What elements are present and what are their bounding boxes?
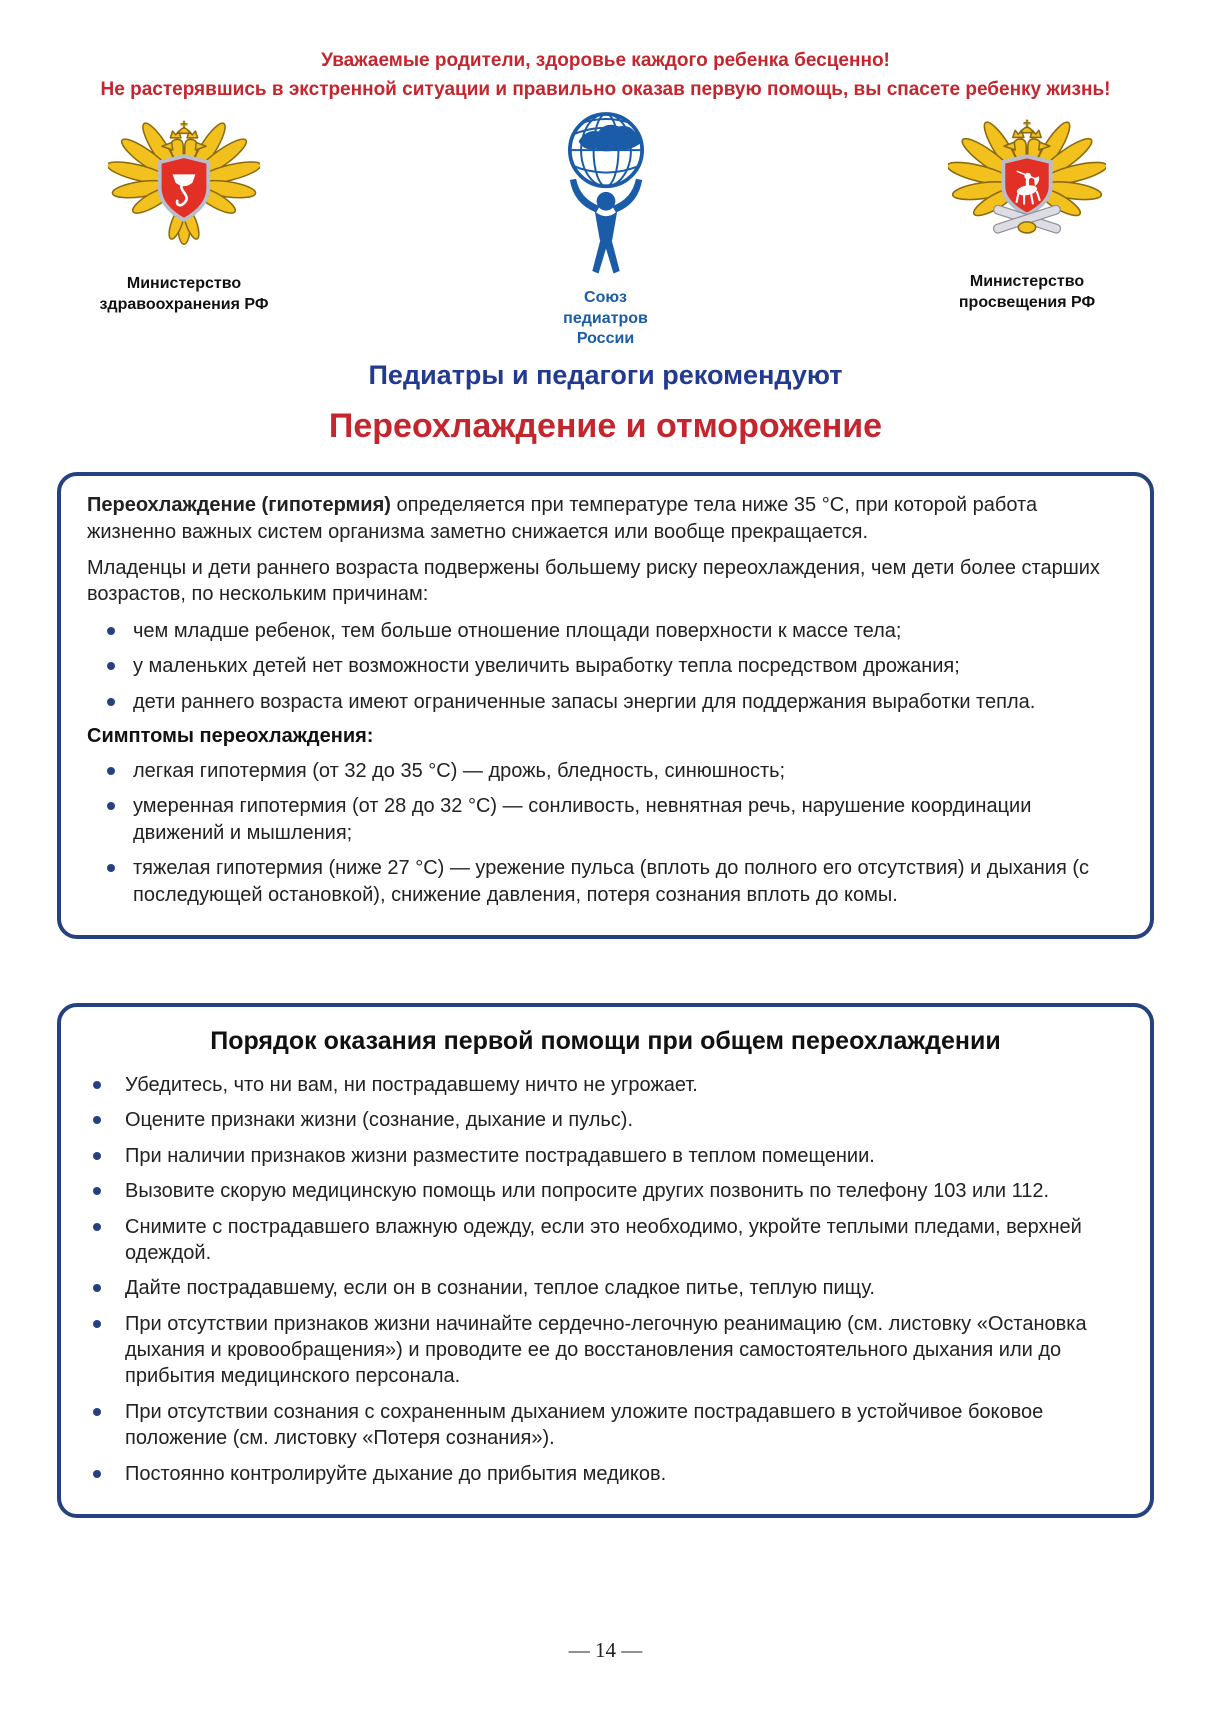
list-item-text: Снимите с пострадавшего влажную одежду, если это необходимо, укройте теплыми пледами, верхней одеждой. [125,1215,1082,1264]
definition-text: определяется при температуре тела ниже 35 °С, при которой работа жизненно важных систем организма заметно снижается или вообще прекращается. [87,494,1038,543]
list-item-text: у маленьких детей нет возможности увеличить выработку тепла посредством дрожания; [133,655,960,678]
list-item-text: Постоянно контролируйте дыхание до прибытия медиков. [125,1462,667,1485]
list-item-text: Оцените признаки жизни (сознание, дыхание и пульс). [125,1109,634,1132]
pediatric-union-label: Союз педиатров России [563,288,648,348]
list-item-text: При отсутствии признаков жизни начинайте сердечно-легочную реанимацию (см. листовку «Остановка дыхания и кровообращения») и проводите ее до восстановления самостоятельного дыхания или до прибытия медицинского персонала. [125,1312,1087,1388]
header-warning-line1: Уважаемые родители, здоровье каждого ребенка бесценно! [321,50,890,71]
list-item [87,689,1124,715]
pediatric-union-logo-icon [531,109,681,286]
first-aid-box-title: Порядок оказания первой помощи при общем переохлаждении [210,1026,1001,1055]
list-item [87,653,1124,679]
header-warning [0,0,1211,105]
page-number: — 14 — [568,1638,643,1662]
list-item [87,1214,1124,1267]
hypothermia-definition-box [57,472,1154,939]
list-item-text: При отсутствии сознания с сохраненным дыханием уложите пострадавшего в устойчивое боковое положение (см. листовку «Потеря сознания»). [125,1400,1044,1450]
education-ministry-emblem-icon [948,109,1106,264]
logos-row [0,105,1211,350]
list-item [87,1399,1124,1452]
education-ministry-label: Министерство просвещения РФ [958,272,1096,311]
list-item-text: Дайте пострадавшему, если он в сознании, теплое сладкое питье, теплую пищу. [125,1277,875,1300]
first-aid-steps-list [87,1072,1124,1487]
list-item [87,1143,1124,1169]
list-item-text: Убедитесь, что ни вам, ни пострадавшему ничто не угрожает. [125,1073,698,1096]
education-ministry-block [887,109,1167,314]
list-item-text: умеренная гипотермия (от 28 до 32 °С) — сонливость, невнятная речь, нарушение координации движений и мышления; [133,795,1032,844]
list-item [87,855,1124,908]
list-item-text: чем младше ребенок, тем больше отношение площади поверхности к массе тела; [133,619,902,642]
symptoms-heading: Симптомы переохлаждения: [87,725,374,747]
page-title: Переохлаждение и отморожение [328,407,883,446]
list-item-text: тяжелая гипотермия (ниже 27 °С) — урежение пульса (вплоть до полного его отсутствия) и дыхания (с последующей остановкой), снижение давления, потеря сознания вплоть до комы. [133,857,1090,906]
list-item [87,618,1124,644]
list-item-text: Вызовите скорую медицинскую помощь или попросите других позвонить по телефону 103 или 112. [125,1180,1050,1203]
list-item [87,1178,1124,1204]
list-item [87,1072,1124,1098]
risk-reasons-list [87,618,1124,715]
list-item-text: дети раннего возраста имеют ограниченные запасы энергии для поддержания выработки тепла. [133,690,1036,713]
pediatric-union-block [324,109,887,350]
header-warning-line2: Не растерявшись в экстренной ситуации и правильно оказав первую помощь, вы спасете ребенку жизнь! [100,79,1111,101]
list-item [87,1461,1124,1487]
list-item [87,1107,1124,1133]
health-ministry-block [44,109,324,316]
list-item-text: легкая гипотермия (от 32 до 35 °С) — дрожь, бледность, синюшность; [133,760,786,782]
recommendation-subtitle: Педиатры и педагоги рекомендуют [368,360,843,391]
definition-paragraph [87,492,1124,545]
health-ministry-label: Министерство здравоохранения РФ [99,274,269,313]
health-ministry-emblem-icon [108,109,260,266]
list-item [87,758,1124,784]
list-item-text: При наличии признаков жизни разместите пострадавшего в теплом помещении. [125,1144,875,1167]
list-item [87,1275,1124,1301]
risk-paragraph: Младенцы и дети раннего возраста подвержены большему риску переохлаждения, чем дети более старших возрастов, по нескольким причинам: [87,557,1100,606]
first-aid-procedure-box [57,1003,1154,1518]
definition-term: Переохлаждение (гипотермия) [87,494,391,517]
list-item [87,793,1124,846]
list-item [87,1311,1124,1390]
symptoms-list [87,758,1124,908]
